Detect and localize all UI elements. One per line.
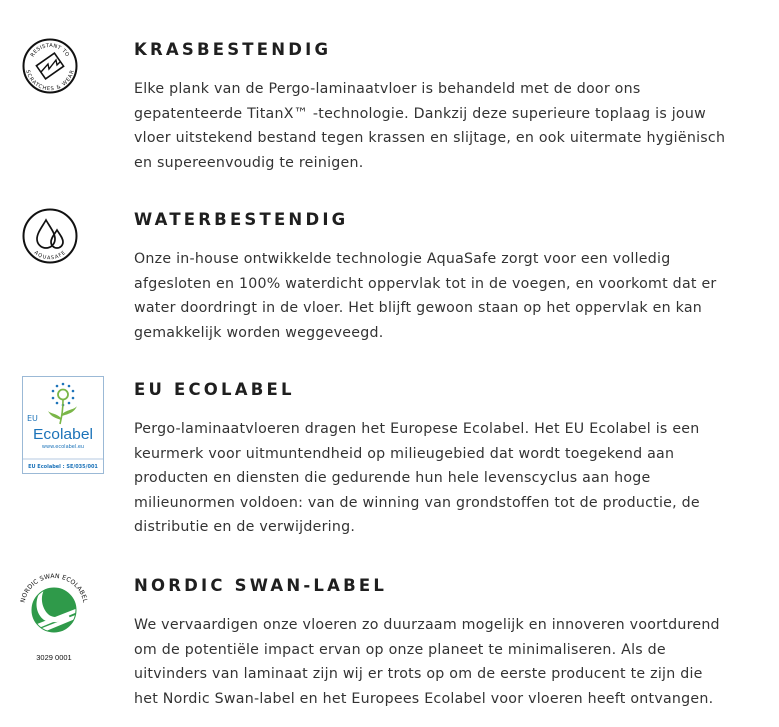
body-line: We vervaardigen onze vloeren zo duurzaam mogelijk en innoveren voortdurend <box>134 617 720 633</box>
section-body <box>134 613 764 711</box>
section-title: EU ECOLABEL <box>134 380 295 399</box>
section-title: KRASBESTENDIG <box>134 40 332 59</box>
body-line: afgesloten en 100% waterdicht oppervlak tot in de voegen, en voorkomt dat er <box>134 275 717 292</box>
body-line: water doordringt in de vloer. Het blijft gewoon staan op het oppervlak en kan <box>134 300 703 316</box>
scratch-resistant-icon <box>22 38 78 94</box>
body-line: gepatenteerde TitanX™ -technologie. Dankzij deze superieure toplaag is jouw <box>134 105 706 122</box>
badge-text-bottom: AQUASAFE <box>32 249 68 262</box>
body-line: Elke plank van de Pergo-laminaatvloer is behandeld met de door ons <box>134 81 641 97</box>
section-body <box>134 417 764 540</box>
section-body <box>134 77 764 175</box>
svg-text:SCRATCHES & WEAR <box>24 69 76 92</box>
section-title: WATERBESTENDIG <box>134 210 349 229</box>
logo-ring-text: NORDIC SWAN ECOLABEL <box>19 572 89 604</box>
logo-word: Ecolabel <box>33 426 93 443</box>
logo-url: www.ecolabel.eu <box>41 444 85 450</box>
body-line: gemakkelijk worden weggeveegd. <box>134 324 384 341</box>
section-body <box>134 247 764 345</box>
section-title: NORDIC SWAN-LABEL <box>134 576 388 595</box>
body-line: uitvinders van laminaat zijn wij er trots op om de eerste producent te zijn die <box>134 666 703 682</box>
body-line: Pergo-laminaatvloeren dragen het Europese Ecolabel. Het EU Ecolabel is een <box>134 421 700 437</box>
logo-eu: EU <box>27 414 38 423</box>
badge-text-top: RESISTANT TO <box>29 42 71 59</box>
body-line: en supereenvoudig te reinigen. <box>134 154 364 171</box>
body-line: het Nordic Swan-label en het Europees Ecolabel voor vloeren heeft ontvangen. <box>134 690 714 707</box>
body-line: om de potentiële impact ervan op onze planeet te minimaliseren. Als de <box>134 641 666 658</box>
nordic-swan-icon <box>18 568 90 664</box>
body-line: milieunormen voldoen: van de winning van grondstoffen tot de productie, de <box>134 494 700 511</box>
eu-ecolabel-icon <box>22 376 104 474</box>
logo-code: EU Ecolabel : SE/035/001 <box>28 464 98 470</box>
badge-text-bottom: SCRATCHES & WEAR <box>24 69 76 93</box>
body-line: producten en diensten die gedurende hun hele levenscyclus aan hoge <box>134 470 651 486</box>
body-line: vloer uitstekend bestand tegen krassen en slijtage, en ook uitermate hygiënisch <box>134 130 726 146</box>
body-line: distributie en de verwijdering. <box>134 519 356 535</box>
logo-number: 3029 0001 <box>36 653 72 662</box>
body-line: Onze in-house ontwikkelde technologie AquaSafe zorgt voor een volledig <box>134 251 671 267</box>
body-line: keurmerk voor uitmuntendheid op milieugebied dat wordt toegekend aan <box>134 445 675 462</box>
water-drops-icon <box>22 208 78 264</box>
